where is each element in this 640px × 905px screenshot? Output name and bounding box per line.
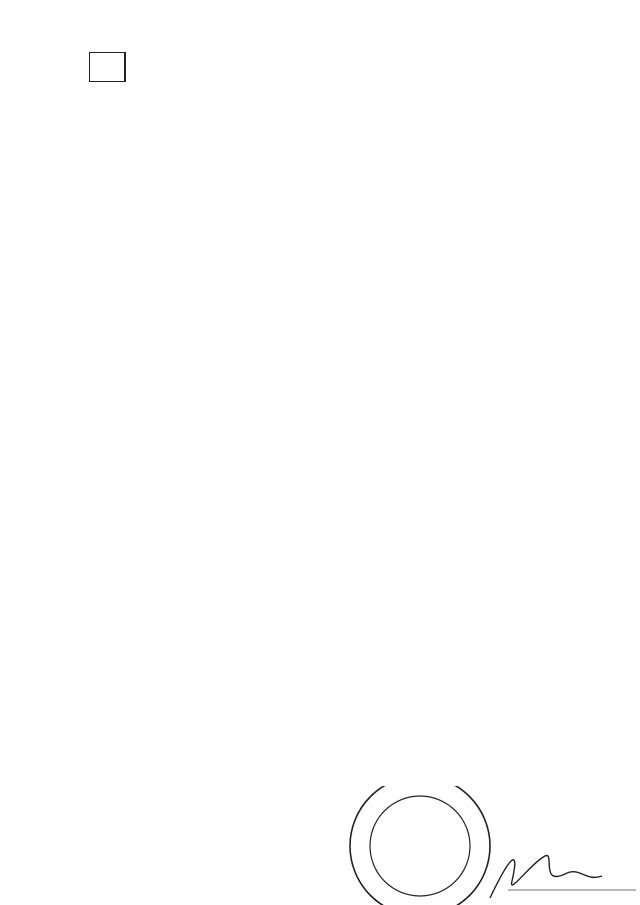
section-header — [90, 53, 126, 82]
certification-stamp — [340, 786, 640, 905]
tariff-table — [89, 52, 126, 82]
section-title — [125, 53, 126, 82]
section-number — [90, 53, 125, 82]
section-row — [90, 53, 126, 82]
certification-text — [390, 822, 635, 902]
